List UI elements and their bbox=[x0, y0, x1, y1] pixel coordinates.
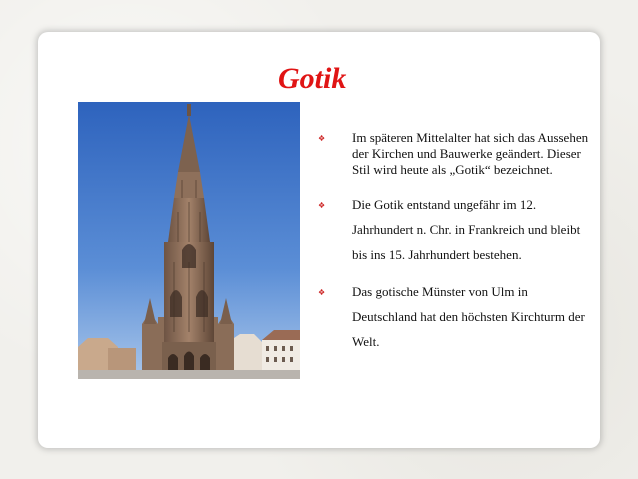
bullet-list bbox=[316, 130, 591, 354]
diamond-bullet-icon: ❖ bbox=[318, 288, 326, 297]
slide-title: Gotik bbox=[278, 62, 347, 95]
bullet-text: Im späteren Mittelalter hat sich das Aussehen der Kirchen und Bauwerke geändert. Dieser Stil wird heute als „Gotik“ bezeichnet. bbox=[352, 130, 589, 177]
bullet-item bbox=[316, 279, 591, 354]
bullet-item bbox=[316, 130, 591, 178]
bullet-text: Das gotische Münster von Ulm in Deutschland hat den höchsten Kirchturm der Welt. bbox=[352, 284, 585, 349]
bullet-text: Die Gotik entstand ungefähr im 12. Jahrhundert n. Chr. in Frankreich und bleibt bis ins 15. Jahrhundert bestehen. bbox=[352, 197, 581, 262]
plaza bbox=[78, 370, 300, 379]
ulm-minster-illustration bbox=[78, 102, 300, 379]
cathedral-portal bbox=[162, 342, 216, 374]
bullet-item bbox=[316, 192, 591, 267]
ulm-minster-photo bbox=[78, 102, 300, 379]
diamond-bullet-icon: ❖ bbox=[318, 134, 326, 143]
diamond-bullet-icon: ❖ bbox=[318, 201, 326, 210]
